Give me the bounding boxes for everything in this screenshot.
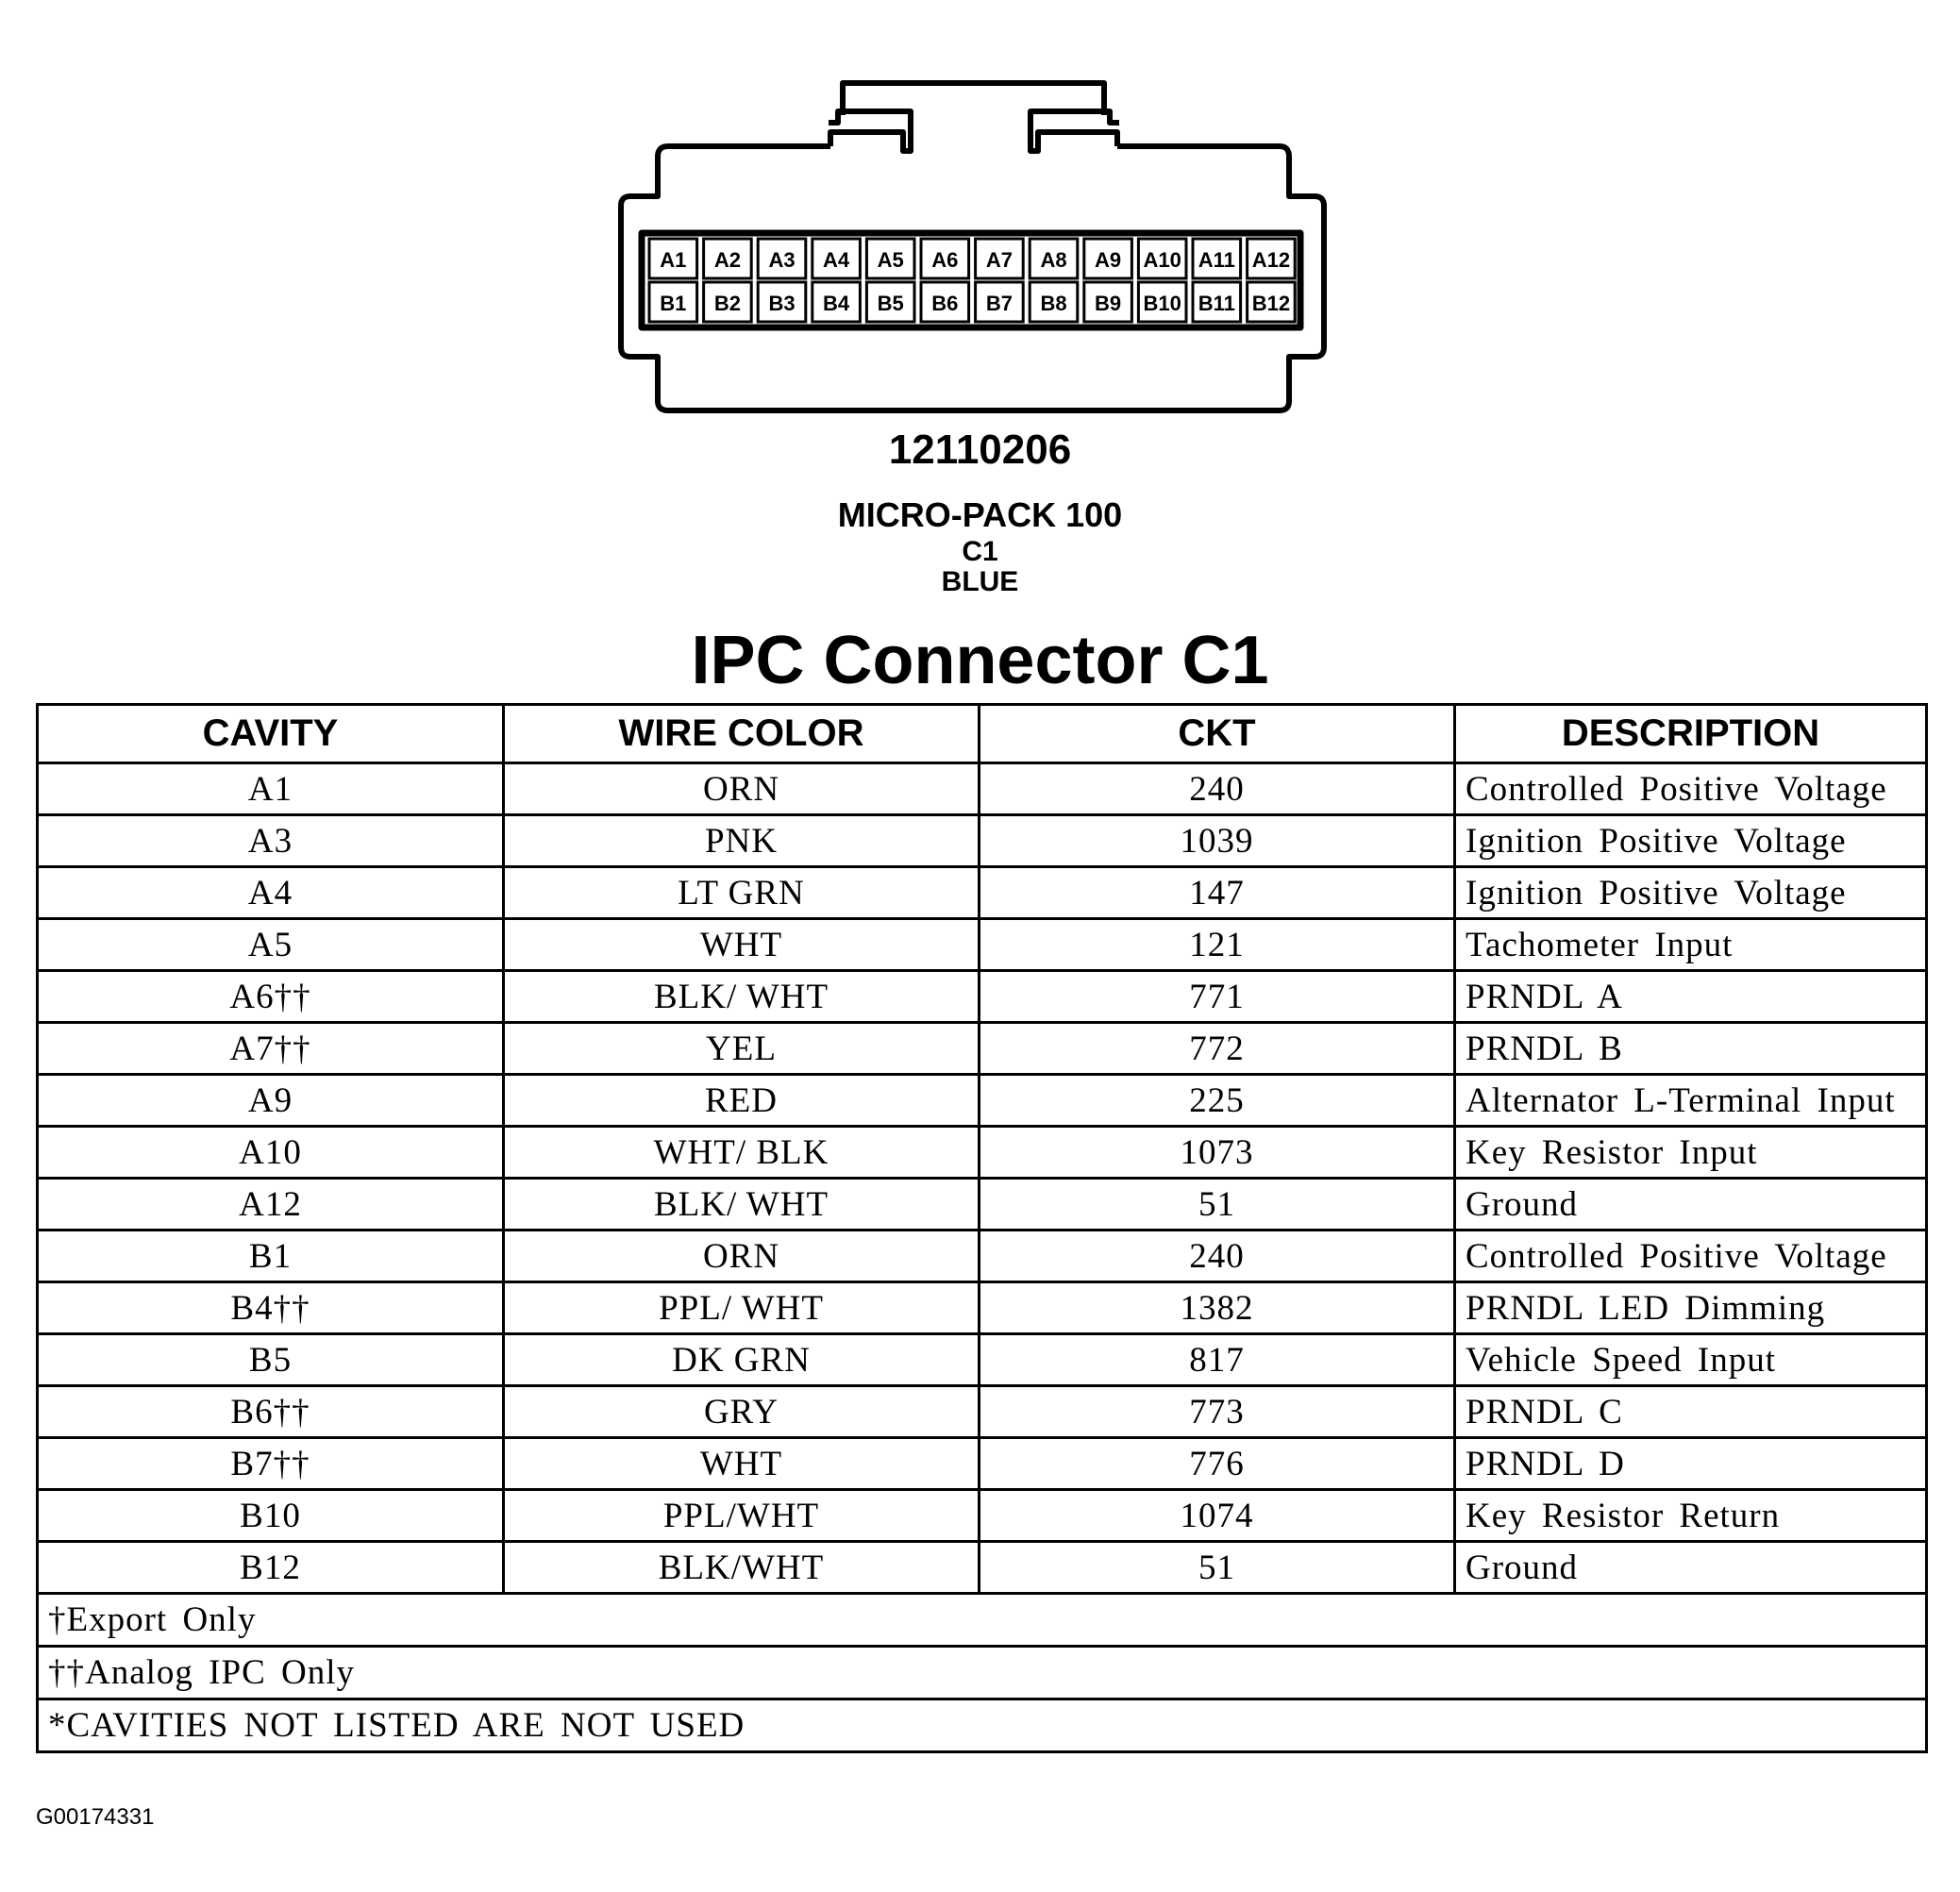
cell-cavity: B10 <box>38 1490 504 1542</box>
cell-cavity: A12 <box>38 1179 504 1231</box>
cell-ckt: 225 <box>980 1075 1455 1127</box>
pin-label: A7 <box>985 248 1013 272</box>
cell-ckt: 776 <box>980 1438 1455 1490</box>
table-row <box>38 1231 1927 1282</box>
table-row <box>38 1127 1927 1179</box>
cell-wire-color: BLK/ WHT <box>504 971 980 1023</box>
note-row <box>38 1647 1927 1699</box>
cell-wire-color: LT GRN <box>504 867 980 919</box>
pin-label: B11 <box>1198 292 1235 315</box>
table-row <box>38 1334 1927 1386</box>
cell-description: Key Resistor Input <box>1455 1127 1927 1179</box>
cell-cavity: B6†† <box>38 1386 504 1438</box>
cell-cavity: A4 <box>38 867 504 919</box>
cell-wire-color: DK GRN <box>504 1334 980 1386</box>
cell-wire-color: YEL <box>504 1023 980 1075</box>
pin-label: A9 <box>1095 248 1122 272</box>
table-row <box>38 867 1927 919</box>
table-row <box>38 1023 1927 1075</box>
table-row <box>38 919 1927 971</box>
cell-cavity: B5 <box>38 1334 504 1386</box>
cell-description: PRNDL LED Dimming <box>1455 1282 1927 1334</box>
cell-description: Vehicle Speed Input <box>1455 1334 1927 1386</box>
pin-label: B5 <box>877 292 904 315</box>
table-title: IPC Connector C1 <box>691 623 1269 698</box>
cell-cavity: A3 <box>38 815 504 867</box>
part-number: 12110206 <box>888 427 1072 473</box>
cell-wire-color: ORN <box>504 763 980 815</box>
pin-label: B4 <box>823 292 850 315</box>
table-row <box>38 1386 1927 1438</box>
pin-label: A6 <box>931 248 959 272</box>
cell-ckt: 771 <box>980 971 1455 1023</box>
connector-color: BLUE <box>941 566 1019 597</box>
pin-label: B8 <box>1040 292 1067 315</box>
table-row <box>38 1490 1927 1542</box>
cell-ckt: 240 <box>980 763 1455 815</box>
figure-id: G00174331 <box>36 1804 155 1830</box>
cell-ckt: 51 <box>980 1542 1455 1594</box>
connector-id: C1 <box>962 536 998 567</box>
pin-label: A4 <box>823 248 850 272</box>
note-row <box>38 1594 1927 1647</box>
cell-ckt: 240 <box>980 1231 1455 1282</box>
cell-description: Alternator L-Terminal Input <box>1455 1075 1927 1127</box>
pin-label: B6 <box>931 292 959 315</box>
cell-ckt: 817 <box>980 1334 1455 1386</box>
table-row <box>38 815 1927 867</box>
cell-cavity: B1 <box>38 1231 504 1282</box>
cell-wire-color: WHT <box>504 919 980 971</box>
pin-label: B12 <box>1251 292 1291 315</box>
pin-label: A5 <box>877 248 904 272</box>
table-note: ††Analog IPC Only <box>38 1647 1927 1699</box>
cell-cavity: A7†† <box>38 1023 504 1075</box>
cell-description: PRNDL B <box>1455 1023 1927 1075</box>
cell-description: PRNDL D <box>1455 1438 1927 1490</box>
connector-shoulder-right <box>1030 111 1119 151</box>
cell-cavity: A10 <box>38 1127 504 1179</box>
cell-ckt: 772 <box>980 1023 1455 1075</box>
table-note: *CAVITIES NOT LISTED ARE NOT USED <box>38 1699 1927 1752</box>
pin-label: A12 <box>1251 248 1291 272</box>
pin-label: A10 <box>1143 248 1181 272</box>
table-row <box>38 763 1927 815</box>
cell-description: Controlled Positive Voltage <box>1455 1231 1927 1282</box>
pin-label: B2 <box>713 292 741 315</box>
cell-description: Ignition Positive Voltage <box>1455 867 1927 919</box>
cell-cavity: B7†† <box>38 1438 504 1490</box>
table-header-row <box>38 705 1927 763</box>
cell-cavity: A9 <box>38 1075 504 1127</box>
pin-label: A11 <box>1198 248 1235 272</box>
cell-wire-color: BLK/ WHT <box>504 1179 980 1231</box>
cell-description: Controlled Positive Voltage <box>1455 763 1927 815</box>
connector-name: MICRO-PACK 100 <box>837 495 1123 534</box>
cell-ckt: 1039 <box>980 815 1455 867</box>
cell-ckt: 121 <box>980 919 1455 971</box>
table-row <box>38 1179 1927 1231</box>
cell-wire-color: GRY <box>504 1386 980 1438</box>
cell-wire-color: ORN <box>504 1231 980 1282</box>
connector-diagram <box>0 0 1960 434</box>
cell-wire-color: WHT/ BLK <box>504 1127 980 1179</box>
pin-label: B1 <box>660 292 687 315</box>
table-row <box>38 1542 1927 1594</box>
cell-wire-color: PPL/ WHT <box>504 1282 980 1334</box>
pin-label: B10 <box>1143 292 1181 315</box>
cell-description: PRNDL C <box>1455 1386 1927 1438</box>
header-wire-color: WIRE COLOR <box>504 705 980 763</box>
cell-cavity: A1 <box>38 763 504 815</box>
pin-label: B3 <box>768 292 796 315</box>
header-ckt: CKT <box>980 705 1455 763</box>
pinout-table <box>36 703 1928 1753</box>
cell-ckt: 1073 <box>980 1127 1455 1179</box>
cell-cavity: A5 <box>38 919 504 971</box>
pin-label: A8 <box>1040 248 1067 272</box>
pin-label: A3 <box>768 248 796 272</box>
table-row <box>38 1438 1927 1490</box>
pin-label: B9 <box>1095 292 1122 315</box>
cell-ckt: 1382 <box>980 1282 1455 1334</box>
table-note: †Export Only <box>38 1594 1927 1647</box>
cell-description: Ignition Positive Voltage <box>1455 815 1927 867</box>
table-row <box>38 971 1927 1023</box>
cell-wire-color: WHT <box>504 1438 980 1490</box>
cell-description: Tachometer Input <box>1455 919 1927 971</box>
pin-cells <box>649 239 1295 322</box>
cell-ckt: 1074 <box>980 1490 1455 1542</box>
cell-ckt: 51 <box>980 1179 1455 1231</box>
cell-ckt: 773 <box>980 1386 1455 1438</box>
header-cavity: CAVITY <box>38 705 504 763</box>
pin-label: B7 <box>985 292 1013 315</box>
cell-description: Key Resistor Return <box>1455 1490 1927 1542</box>
note-row <box>38 1699 1927 1752</box>
cell-description: Ground <box>1455 1542 1927 1594</box>
pin-label: A1 <box>660 248 687 272</box>
cell-wire-color: RED <box>504 1075 980 1127</box>
cell-wire-color: PPL/WHT <box>504 1490 980 1542</box>
table-row <box>38 1075 1927 1127</box>
cell-cavity: B4†† <box>38 1282 504 1334</box>
cell-wire-color: PNK <box>504 815 980 867</box>
pin-label: A2 <box>713 248 741 272</box>
cell-ckt: 147 <box>980 867 1455 919</box>
connector-shoulder-left <box>829 111 911 151</box>
cell-cavity: B12 <box>38 1542 504 1594</box>
cell-description: Ground <box>1455 1179 1927 1231</box>
cell-wire-color: BLK/WHT <box>504 1542 980 1594</box>
cell-description: PRNDL A <box>1455 971 1927 1023</box>
cell-cavity: A6†† <box>38 971 504 1023</box>
header-description: DESCRIPTION <box>1455 705 1927 763</box>
table-row <box>38 1282 1927 1334</box>
